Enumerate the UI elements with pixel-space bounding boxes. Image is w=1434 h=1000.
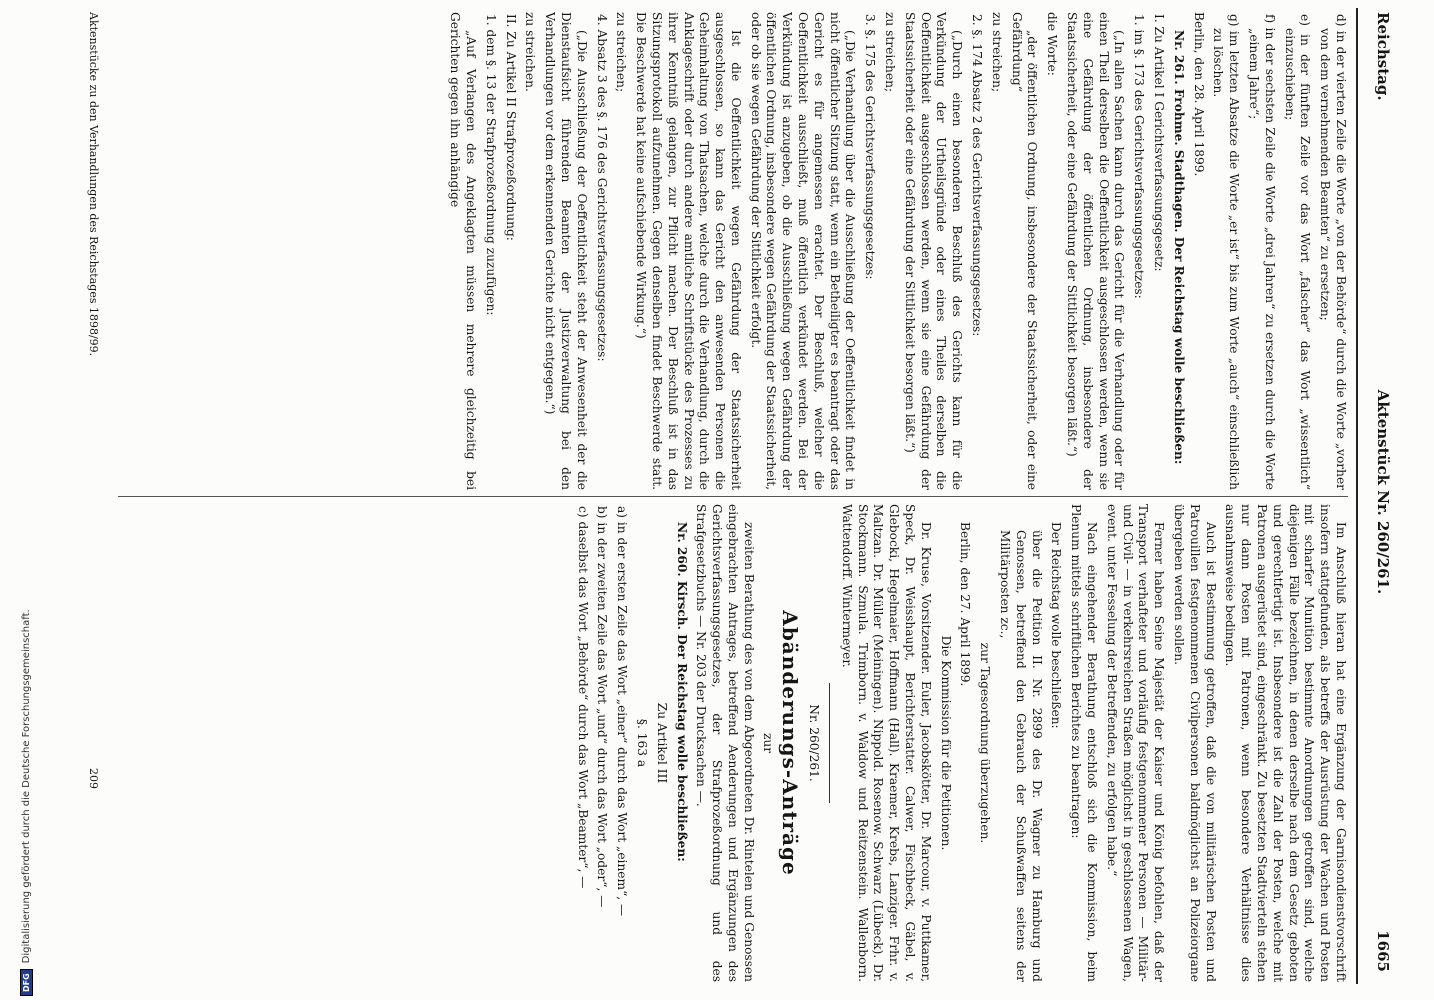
paragraph: zu streichen;: [989, 12, 1004, 93]
paragraph: Im Anschluß hieran hat eine Ergänzung der Garnisondienstvorschrift insofern stattgefunden, als betreffs der Ausrüstung der Wachen und Posten mit scharfer Munition bestimmte Anordnungen getroffen sind, welche diejenigen Fälle bezeichnen, in denen derselbe nach dem Gesetz geboten und gerechtfertigt ist. Insbesondere ist die Zahl der Posten, welche mit Patronen ausgerüstet sind, eingeschränkt. Zu besetzten Stadtvierteln stehen nur dann Posten mit Patronen, wenn besondere Verhältnisse dies ausnahmsweise bedingen.: [1223, 504, 1348, 982]
paragraph: Nr. 261. Frohme. Stadthagen. Der Reichstag wolle beschließen:: [1171, 30, 1186, 465]
paragraph: Der Reichstag wolle beschließen:: [1049, 522, 1064, 729]
paragraph: Die Kommission für die Petitionen.: [938, 635, 953, 851]
footer-source: Aktenstücke zu den Verhandlungen des Reichstages 1898/99.: [87, 12, 100, 357]
paragraph: b) in der zweiten Zeile das Wort „und“ durch das Wort „oder“, —: [595, 506, 610, 908]
paragraph: g) im letzten Absatze die Worte „er ist“ bis zum Worte „auch“ einschließlich zu löschen.: [1211, 14, 1242, 490]
paragraph: Berlin, den 28. April 1899.: [1191, 12, 1206, 177]
paragraph: die Worte:: [1045, 12, 1060, 76]
paragraph: zu streichen;: [614, 12, 629, 93]
paragraph: über die Petition II. Nr. 2899 des Dr. Wagner zu Hamburg und Genossen, betreffend den Gebrauch der Schußwaffen seitens der Militärposten zc.,: [998, 530, 1044, 982]
paragraph: Nr. 260/261.: [807, 704, 822, 782]
footer-page-number: 209: [87, 768, 100, 789]
paragraph: Nr. 260. Kirsch. Der Reichstag wolle beschließen:: [674, 522, 689, 862]
paragraph: c) daselbst das Wort „Behörde“ durch das Wort „Beamter“, —: [575, 506, 590, 889]
paragraph: Berlin, den 27. April 1899.: [958, 522, 973, 687]
left-column: [70, 12, 1348, 490]
header-left: Reichstag.: [1374, 12, 1392, 101]
paragraph: „der öffentlichen Ordnung, insbesondere der Staatssicherheit, oder eine Gefährdung“: [1009, 12, 1040, 490]
paragraph: §. 163 a: [634, 718, 649, 768]
paragraph: („In allen Sachen kann durch das Gericht für die Verhandlung oder für einen Theil derselben die Oeffentlichkeit ausgeschlossen werden, wenn sie eine Gefährdung der öffentlichen Ordnung, insbesondere der Staatssicherheit, oder eine Gefährdung der Sittlichkeit besorgen läßt.“): [1065, 12, 1127, 490]
paragraph: Nach eingehender Berathung entschloß sich die Kommission, beim Plenum mittels schriftlichen Berichtes zu beantragen:: [1069, 504, 1100, 982]
paragraph: Ferner haben Seine Majestät der Kaiser und König befohlen, daß der Transport verhafteter und vorläufig festgenommener Personen — Militär- und Civil- — in verkehrsreichen Straßen möglichst in geschlossenen Wagen, event. unter Fesselung der Betreffenden, zu erfolgen habe.“: [1104, 504, 1167, 982]
paragraph: 1. im §. 173 des Gerichtsverfassungsgesetzes:: [1132, 14, 1147, 299]
paragraph: a) in der ersten Zeile das Wort „einer“ durch das Wort „einem“, —: [615, 506, 630, 917]
paragraph: („Durch einen besonderen Beschluß des Gerichts kann für die Verkündung der Urtheilsgründe oder eines Theiles derselben die Oeffentlichkeit ausgeschlossen werden, wenn sie eine Gefährdung der Staatssicherheit oder eine Gefährdung der Sittlichkeit besorgen läßt.“): [902, 12, 965, 490]
paragraph: („Die Ausschließung der Oeffentlichkeit steht der Anwesenheit der die Dienstaufsicht führenden Beamten der Justizverwaltung bei den Verhandlungen vor dem erkennenden Gerichte nicht entgegen.“): [543, 12, 589, 490]
paragraph: („Die Verhandlung über die Ausschließung der Oeffentlichkeit findet in nicht öffentlicher Sitzung statt, wenn ein Betheiligter es beantragt oder das Gericht es für angemessen erachtet. Der Beschluß, welcher die Oeffentlichkeit ausschließt, muß öffentlich verkündet werden. Bei der Verkündung ist anzugeben, ob die Ausschließung wegen Gefährdung der öffentlichen Ordnung, insbesondere wegen Gefährdung der Staatssicherheit, oder ob sie wegen Gefährdung der Sittlichkeit erfolgt.: [748, 12, 858, 490]
paragraph: f) in der sechsten Zeile die Worte „drei Jahren“ zu ersetzen durch die Worte „einem Jahre“;: [1247, 14, 1277, 490]
paragraph: 3. §. 175 des Gerichtsverfassungsgesetzes:: [863, 14, 878, 280]
paragraph: zur: [761, 732, 776, 754]
page-header: [1362, 12, 1392, 972]
dfg-logo: DFG: [20, 969, 33, 996]
paragraph: 2. §. 174 Absatz 2 des Gerichtsverfassungsgesetzes:: [970, 14, 985, 337]
paragraph: Auch ist Bestimmung getroffen, daß die von militärischen Posten und Patrouillen festgenommenen Civilpersonen baldmöglichst an Polizeiorgane übergeben werden sollen.: [1172, 504, 1218, 982]
header-rule: [1356, 8, 1358, 984]
paragraph: Zu Artikel III: [654, 702, 669, 784]
paragraph: zweiten Berathung des von dem Abgeordneten Dr. Rintelen und Genossen eingebrachten Antrages, betreffend Aenderungen und Ergänzungen des Gerichtsverfassungsgesetzes, der Strafprozeßordnung und des Strafgesetzbuchs — Nr. 203 der Drucksachen —.: [694, 504, 756, 982]
paragraph: II. Zu Artikel II Strafprozeßordnung:: [503, 14, 518, 241]
paragraph: Ist die Oeffentlichkeit wegen Gefährdung der Staatssicherheit ausgeschlossen, so kann das Gericht den anwesenden Personen die Geheimhaltung von Thatsachen, welche durch die Verhandlung, durch die Anklageschrift oder durch andere amtliche Schriftstücke des Prozesses zu ihrer Kenntniß gelangen, zur Pflicht machen. Der Beschluß ist in das Sitzungsprotokoll aufzunehmen. Gegen denselben findet Beschwerde statt. Die Beschwerde hat keine aufschiebende Wirkung.“): [634, 12, 743, 490]
paragraph: Dr. Kruse, Vorsitzender. Euler, Jacobskötter, Dr. Marcour, v. Puttkamer, Speck, Dr. Weisshaupt, Berichterstatter. Calwer, Fischbeck, Gäbel, v. Glebocki, Hegelmaier, Hoffmann (Hall). Kraemer, Krebs, Lanziger. Frhr. v. Maltzan. Dr. Müller (Meiningen). Nippold. Rosenow. Schwarz (Lübeck). Dr. Stockmann. Szmula. Trimborn. v. Waldow und Reitzenstein. Wallenborn. Wattendorff. Wintermeyer.: [839, 504, 933, 982]
paragraph: 1. dem §. 13 der Strafprozeßordnung zuzufügen:: [483, 14, 498, 316]
attribution-label: Digitalisierung gefördert durch die Deutsche Forschungsgemeinschaft.: [21, 609, 32, 964]
header-title: Aktenstück Nr. 260/261.: [1374, 389, 1392, 595]
paragraph: zu streichen;: [883, 12, 898, 93]
paragraph: 4. Absatz 3 des §. 176 des Gerichtsverfassungsgesetzes:: [594, 14, 609, 362]
right-column: [70, 504, 1348, 982]
paragraph: Abänderungs-Anträge: [778, 610, 803, 876]
paragraph: „Auf Verlangen des Angeklagten müssen mehrere gleichzeitig bei Gerichten gegen ihn anhängige: [448, 12, 478, 490]
paragraph: zu streichen.: [523, 12, 538, 92]
section-rule: [829, 683, 830, 803]
paragraph: e) in der fünften Zeile vor das Wort „falscher“ das Wort „wissentlich“ einzuschieben;: [1282, 14, 1313, 490]
paragraph: zur Tagesordnung überzugehen.: [978, 642, 993, 844]
paragraph: I. Zu Artikel I Gerichtsverfassungsgesetz:: [1152, 14, 1167, 272]
column-divider: [118, 496, 1348, 497]
page-number: 1665: [1374, 930, 1392, 972]
paragraph: d) in der vierten Zeile die Worte „von der Behörde“ durch die Worte „vorher von dem vernehmenden Beamten“ zu ersetzen;: [1318, 14, 1348, 490]
